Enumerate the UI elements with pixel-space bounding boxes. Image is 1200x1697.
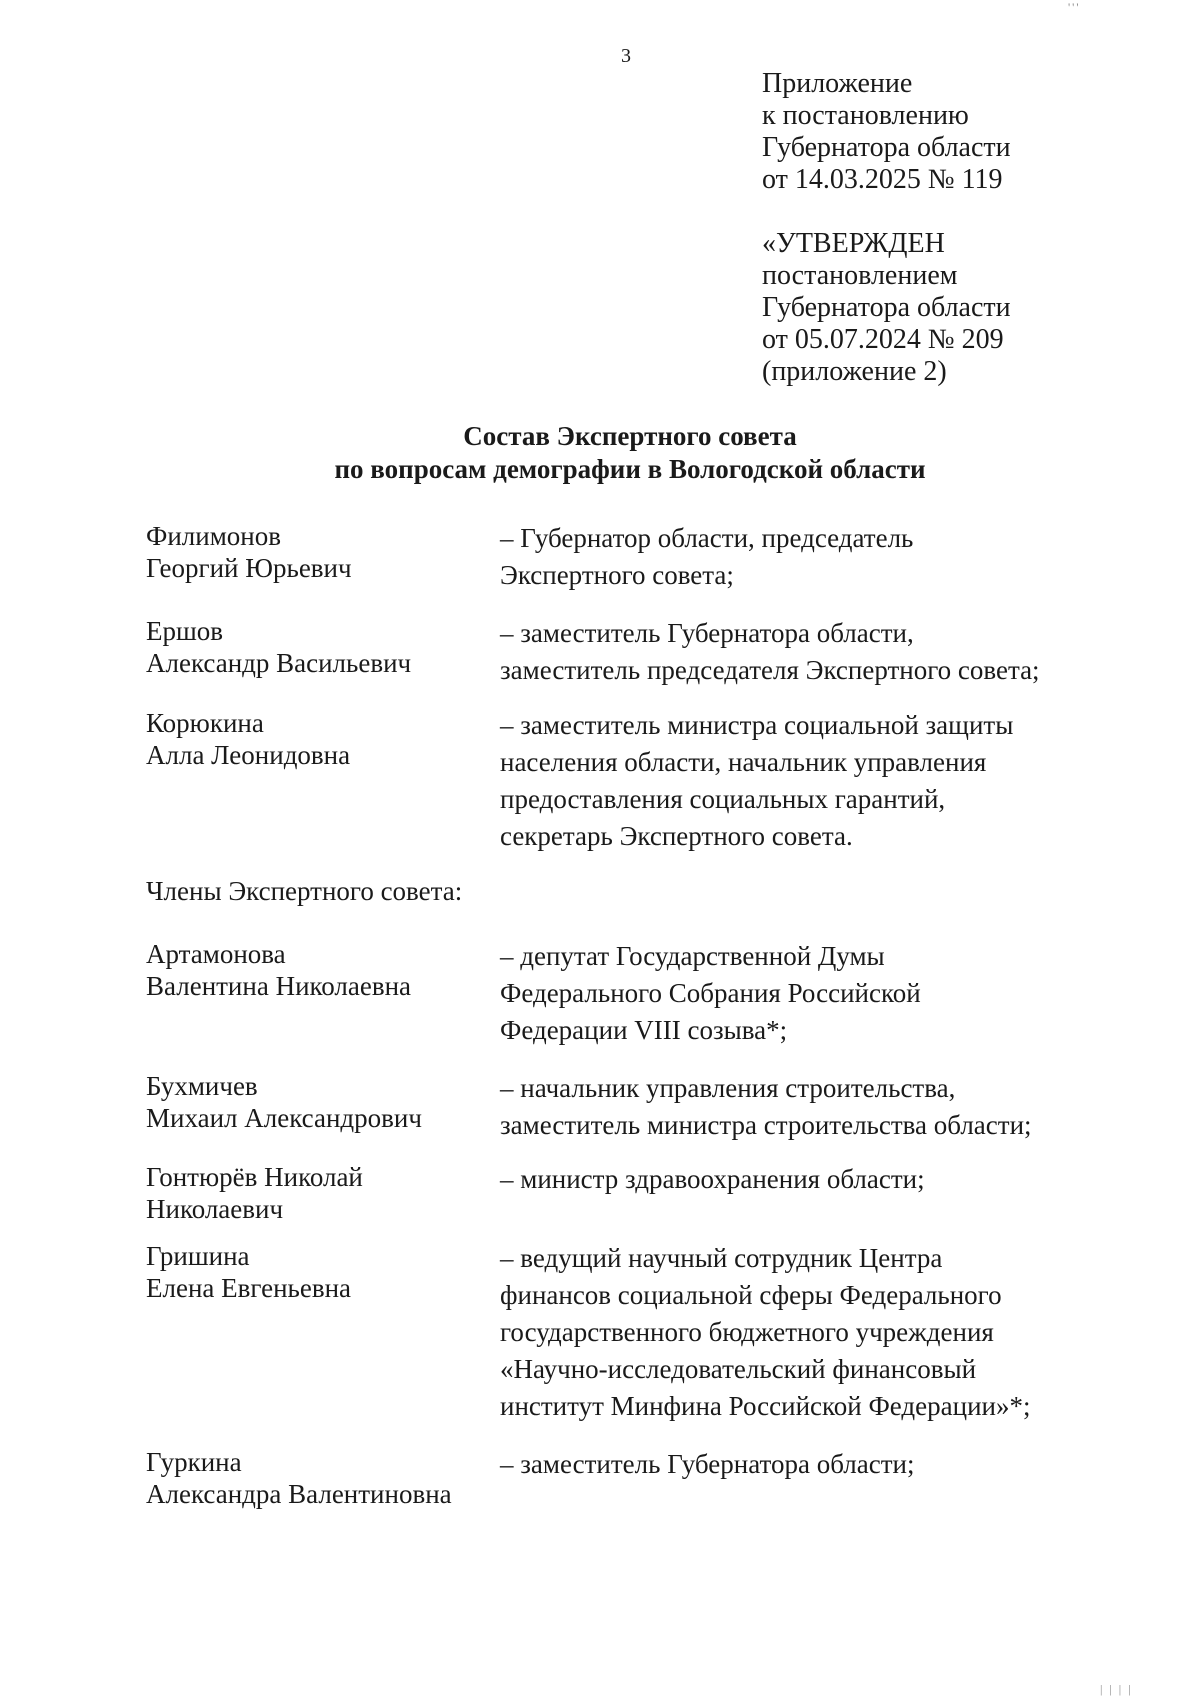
approved-line: «УТВЕРЖДЕН [762,228,945,259]
role-line: – министр здравоохранения области; [500,1164,925,1194]
scan-artifact-bottom: | | | | [1100,1682,1133,1696]
member-given-names: Николаевич [146,1194,284,1224]
member-role [500,707,1060,855]
member-given-names: Георгий Юрьевич [146,553,352,583]
role-line: – заместитель Губернатора области, [500,618,914,648]
members-heading: Члены Экспертного совета: [146,876,463,906]
member-surname: Гришина [146,1241,250,1271]
appendix-header [762,68,1011,196]
member-name [146,1446,486,1510]
approved-line: (приложение 2) [762,356,947,387]
role-line: заместитель председателя Экспертного совета; [500,655,1040,685]
member-given-names: Александра Валентиновна [146,1479,452,1509]
member-surname: Филимонов [146,521,281,551]
member-name [146,520,486,584]
role-line: – ведущий научный сотрудник Центра [500,1243,943,1273]
member-name [146,615,486,679]
member-role [500,938,1060,1049]
appendix-line: Приложение [762,68,913,99]
member-role [500,1240,1060,1425]
role-line: – начальник управления строительства, [500,1073,956,1103]
appendix-line: Губернатора области [762,132,1011,163]
role-line: Федерального Собрания Российской [500,978,921,1008]
approved-line: от 05.07.2024 № 209 [762,324,1004,355]
member-name [146,1240,486,1304]
member-name [146,1161,486,1225]
member-surname: Корюкина [146,708,264,738]
member-given-names: Александр Васильевич [146,648,412,678]
member-surname: Гонтюрёв Николай [146,1162,363,1192]
member-role [500,1446,1060,1483]
member-given-names: Валентина Николаевна [146,971,412,1001]
member-given-names: Елена Евгеньевна [146,1273,352,1303]
document-title [150,420,1110,486]
member-given-names: Михаил Александрович [146,1103,422,1133]
member-role [500,520,1060,594]
role-line: – заместитель министра социальной защиты [500,710,1014,740]
member-name [146,707,486,771]
member-name [146,1070,486,1134]
member-surname: Гуркина [146,1447,242,1477]
role-line: институт Минфина Российской Федерации»*; [500,1391,1031,1421]
title-line: по вопросам демографии в Вологодской области [334,454,926,484]
role-line: заместитель министра строительства области; [500,1110,1032,1140]
role-line: Федерации VIII созыва*; [500,1015,788,1045]
scan-artifact-top: ''' [1068,0,1081,14]
member-surname: Ершов [146,616,224,646]
role-line: секретарь Экспертного совета. [500,821,853,851]
member-role [500,1070,1060,1144]
member-given-names: Алла Леонидовна [146,740,351,770]
member-name [146,938,486,1002]
appendix-line: от 14.03.2025 № 119 [762,164,1003,195]
role-line: «Научно-исследовательский финансовый [500,1354,977,1384]
appendix-line: к постановлению [762,100,969,131]
approved-line: Губернатора области [762,292,1011,323]
role-line: предоставления социальных гарантий, [500,784,946,814]
role-line: финансов социальной сферы Федерального [500,1280,1002,1310]
role-line: Экспертного совета; [500,560,734,590]
approved-line: постановлением [762,260,958,291]
page-number: 3 [621,45,631,67]
role-line: населения области, начальник управления [500,747,987,777]
role-line: государственного бюджетного учреждения [500,1317,994,1347]
approved-header [762,228,1011,388]
title-line: Состав Экспертного совета [463,421,797,451]
member-surname: Артамонова [146,939,286,969]
role-line: – депутат Государственной Думы [500,941,885,971]
member-role [500,615,1060,689]
role-line: – заместитель Губернатора области; [500,1449,915,1479]
role-line: – Губернатор области, председатель [500,523,914,553]
member-surname: Бухмичев [146,1071,258,1101]
member-role [500,1161,1060,1198]
